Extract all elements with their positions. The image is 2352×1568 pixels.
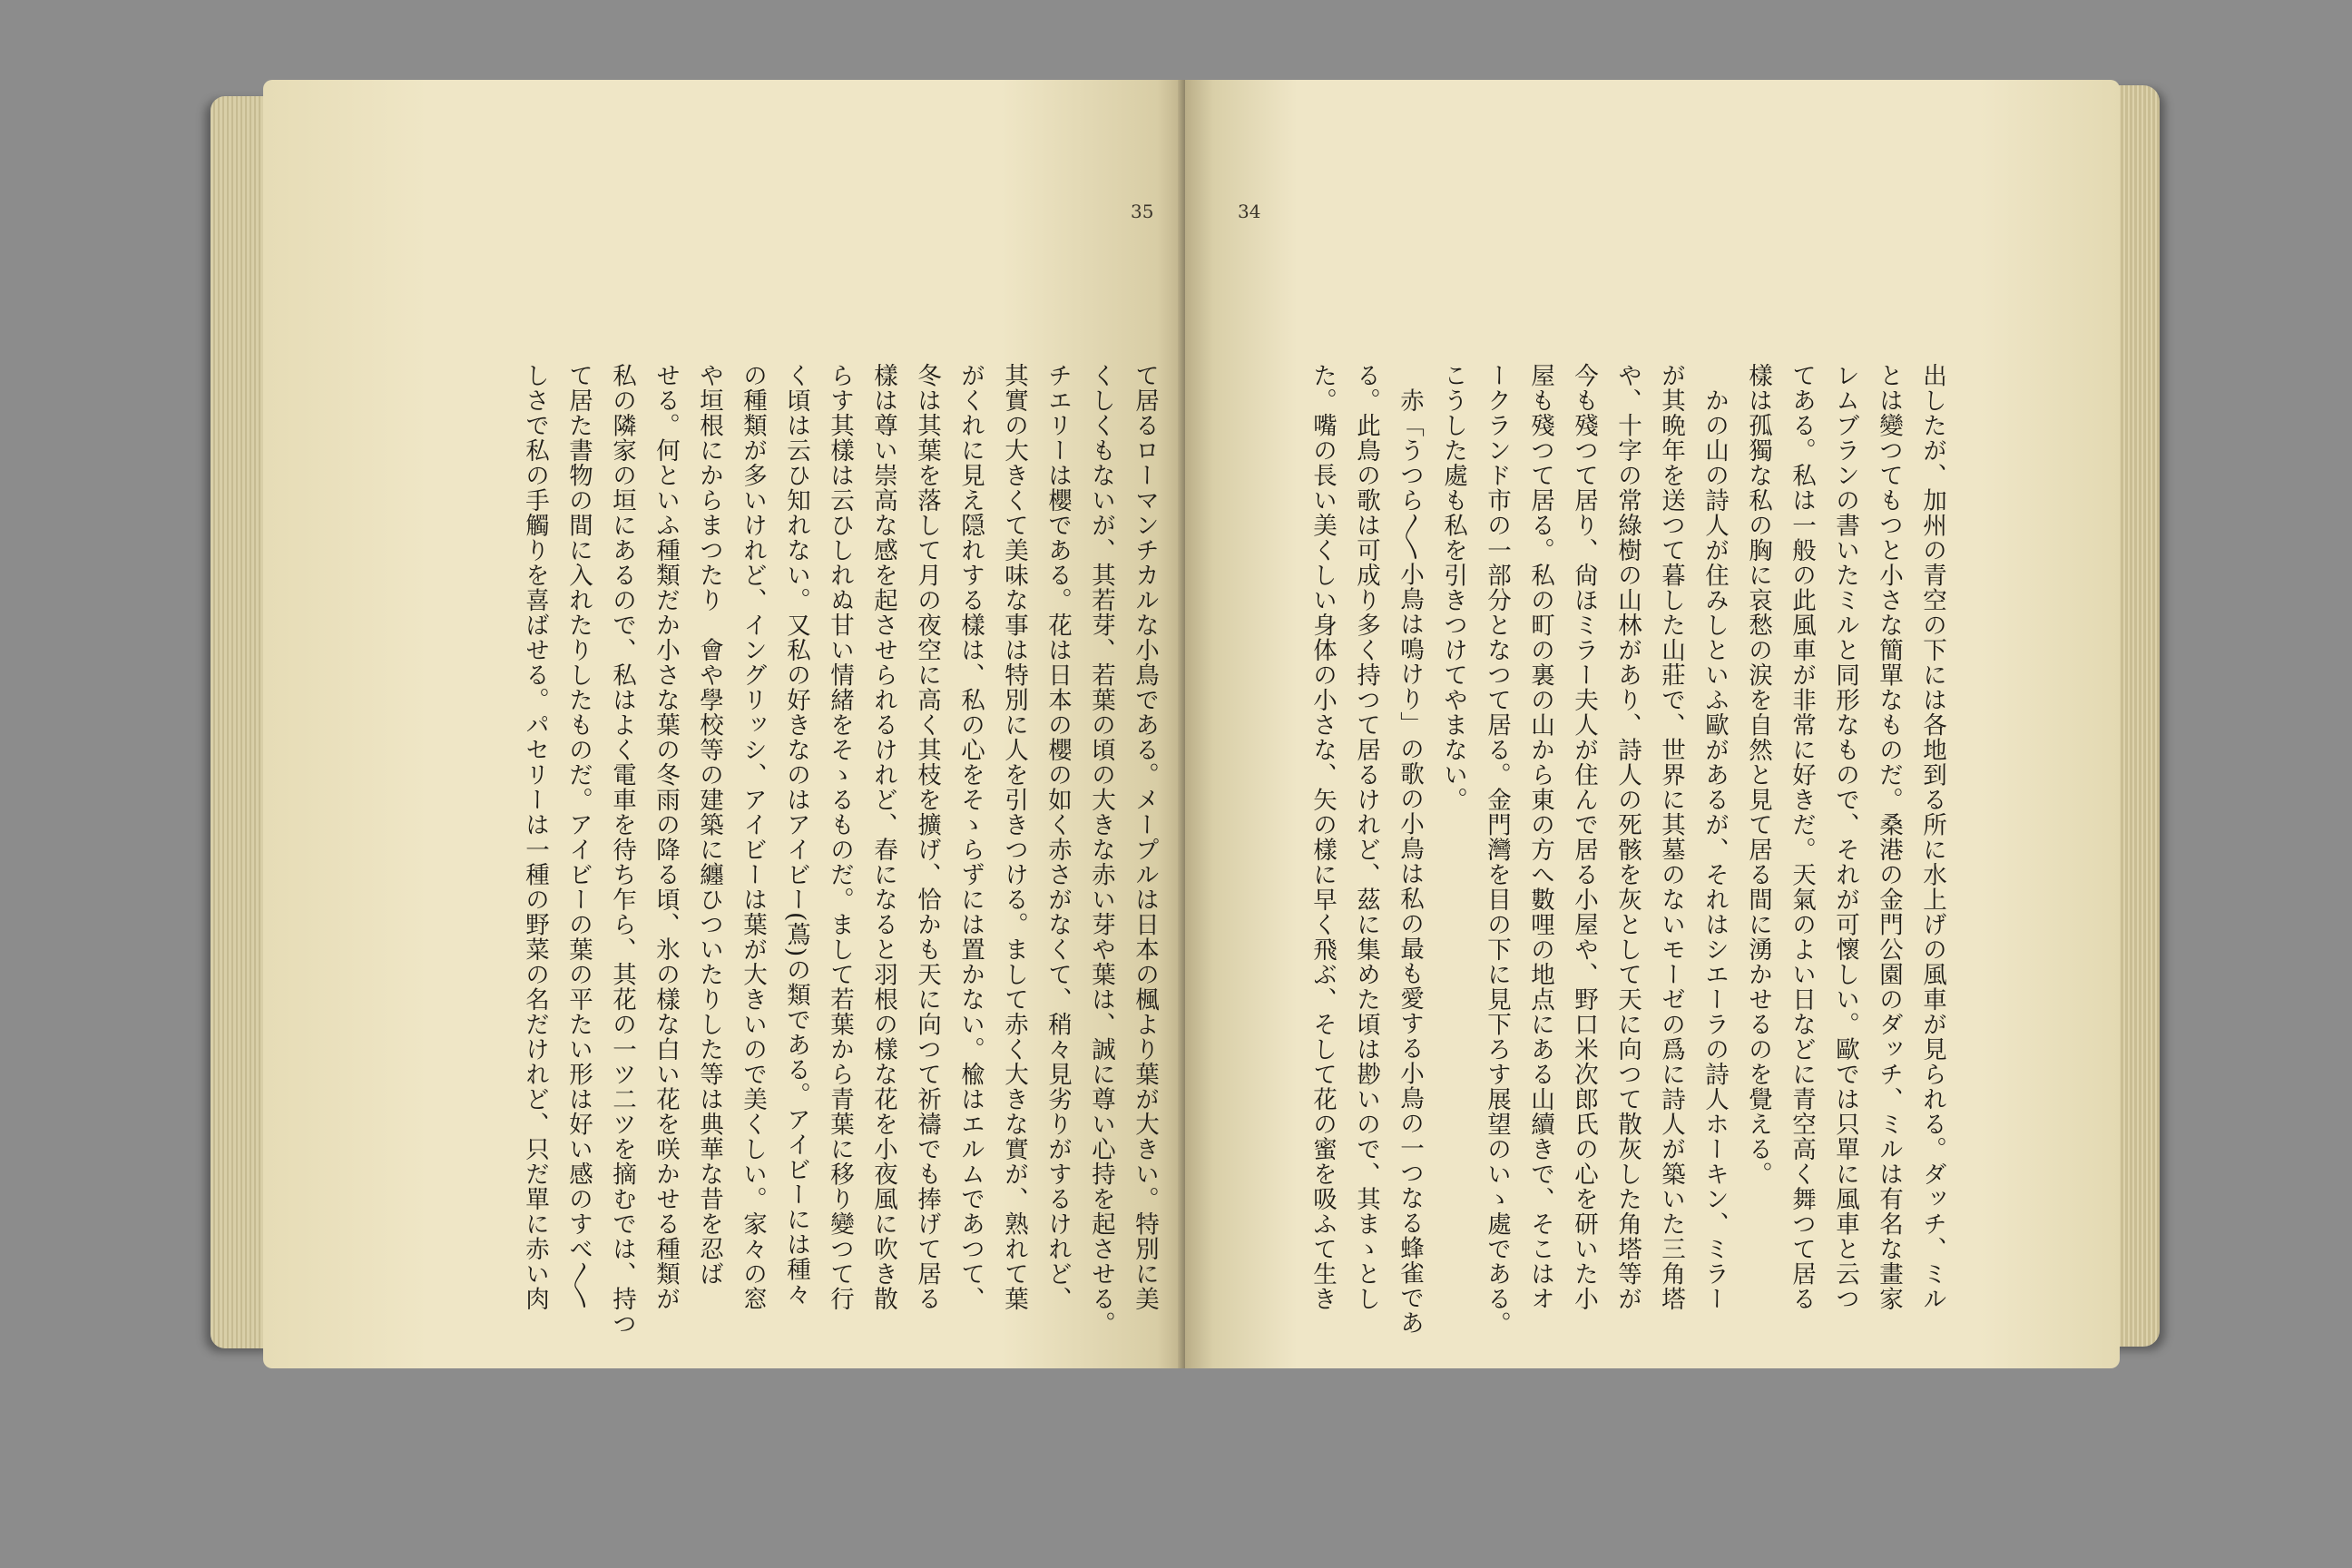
text-column: て居た書物の間に入れたりしたものだ。アイビーの葉の平たい形は好い感のすべ〳〵 [564, 363, 593, 1310]
text-column: くしくもないが、其若芽、若葉の頃の大きな赤い芽や葉は、誠に尊い心持を起させる。 [1087, 363, 1115, 1337]
open-book [211, 80, 2160, 1368]
left-page-number: 35 [1131, 201, 1154, 222]
text-column: 屋も殘つて居る。私の町の裏の山から東の方へ數哩の地点にある山續きで、そこはオ [1526, 363, 1554, 1311]
text-column: や、十字の常綠樹の山林があり、詩人の死骸を灰として天に向つて散灰した角塔等が [1613, 363, 1642, 1311]
text-column: 今も殘つて居り、尙ほミラー夫人が住んで居る小屋や、野口米次郎氏の心を研いた小 [1570, 363, 1598, 1311]
text-column: た。嘴の長い美くしい身体の小さな、矢の樣に早く飛ぶ、そして花の蜜を吸ふて生き [1308, 363, 1337, 1311]
text-column: 私の隣家の垣にあるので、私はよく電車を待ち乍ら、其花の一ツ二ツを摘むでは、持つ [608, 363, 636, 1337]
text-column: て居るローマンチカルな小鳥である。メープルは日本の楓より葉が大きい。特別に美 [1131, 363, 1159, 1311]
right-page-text [1307, 363, 1947, 1337]
text-column: 冬は其葉を落して月の夜空に高く其枝を擴げ、恰かも天に向つて祈禱でも捧げて居る [913, 363, 941, 1311]
text-column: 樣は孤獨な私の胸に哀愁の涙を自然と見て居る間に湧かせるのを覺える。 [1744, 363, 1772, 1187]
text-column: かの山の詩人が住みしといふ歐があるが、それはシエーラの詩人ホーキン、ミラー [1700, 363, 1729, 1311]
right-page [1185, 80, 2120, 1368]
text-column: レムブランの書いたミルと同形なもので、それが可懷しい。歐では只單に風車と云つ [1831, 363, 1859, 1311]
left-page-text [519, 363, 1160, 1337]
text-column: らす其樣は云ひしれぬ甘い情緒をそゝるものだ。まして若葉から青葉に移り變つて行 [826, 363, 854, 1311]
text-column: こうした處も私を引きつけてやまない。 [1439, 363, 1467, 812]
text-column: チエリーは櫻である。花は日本の櫻の如く赤さがなくて、稍々見劣りがするけれど、 [1044, 363, 1072, 1311]
text-column: く頃は云ひ知れない。又私の好きなのはアイビー(蔦)の類である。アイビーには種々 [782, 363, 810, 1308]
text-column: しさで私の手觸りを喜ばせる。パセリーは一種の野菜の名だけれど、只だ單に赤い肉 [521, 363, 549, 1311]
text-column: 赤「うつら〳〵小鳥は鳴けり」の歌の小鳥は私の最も愛する小鳥の一つなる蜂雀であ [1396, 363, 1424, 1336]
text-column: が其晩年を送つて暮した山莊で、世界に其墓のないモーゼの爲に詩人が築いた三角塔 [1657, 363, 1685, 1311]
left-page [263, 80, 1185, 1368]
text-column: 其實の大きくて美味な事は特別に人を引きつける。まして赤く大きな實が、熟れて葉 [1000, 363, 1028, 1311]
text-column: せる。何といふ種類だか小さな葉の冬雨の降る頃、氷の樣な白い花を咲かせる種類が [652, 363, 680, 1311]
text-column: ークランド市の一部分となつて居る。金門灣を目の下に見下ろす展望のいゝ處である。 [1483, 363, 1511, 1337]
text-column: とは變つてもつと小さな簡單なものだ。桑港の金門公園のダッチ、ミルは有名な畫家 [1875, 363, 1903, 1311]
text-column: てある。私は一般の此風車が非常に好きだ。天氣のよい日などに青空高く舞つて居る [1788, 363, 1816, 1311]
right-page-number: 34 [1238, 201, 1261, 222]
text-column: や垣根にからまつたり 會や學校等の建築に纏ひついたりした等は典華な昔を忍ば [695, 363, 723, 1287]
text-column: の種類が多いけれど、イングリッシ、アイビーは葉が大きいので美くしい。家々の窓 [739, 363, 767, 1311]
text-column: がくれに見え隠れする樣は、私の心をそゝらずには置かない。楡はエルムであつて、 [956, 363, 985, 1311]
text-column: る。此鳥の歌は可成り多く持つて居るけれど、茲に集めた頃は尠いので、其まゝとし [1352, 363, 1380, 1311]
text-column: 樣は尊い崇高な感を起させられるけれど、春になると羽根の樣な花を小夜風に吹き散 [869, 363, 897, 1311]
text-column: 出したが、加州の青空の下には各地到る所に水上げの風車が見られる。ダッチ、ミル [1918, 363, 1946, 1311]
